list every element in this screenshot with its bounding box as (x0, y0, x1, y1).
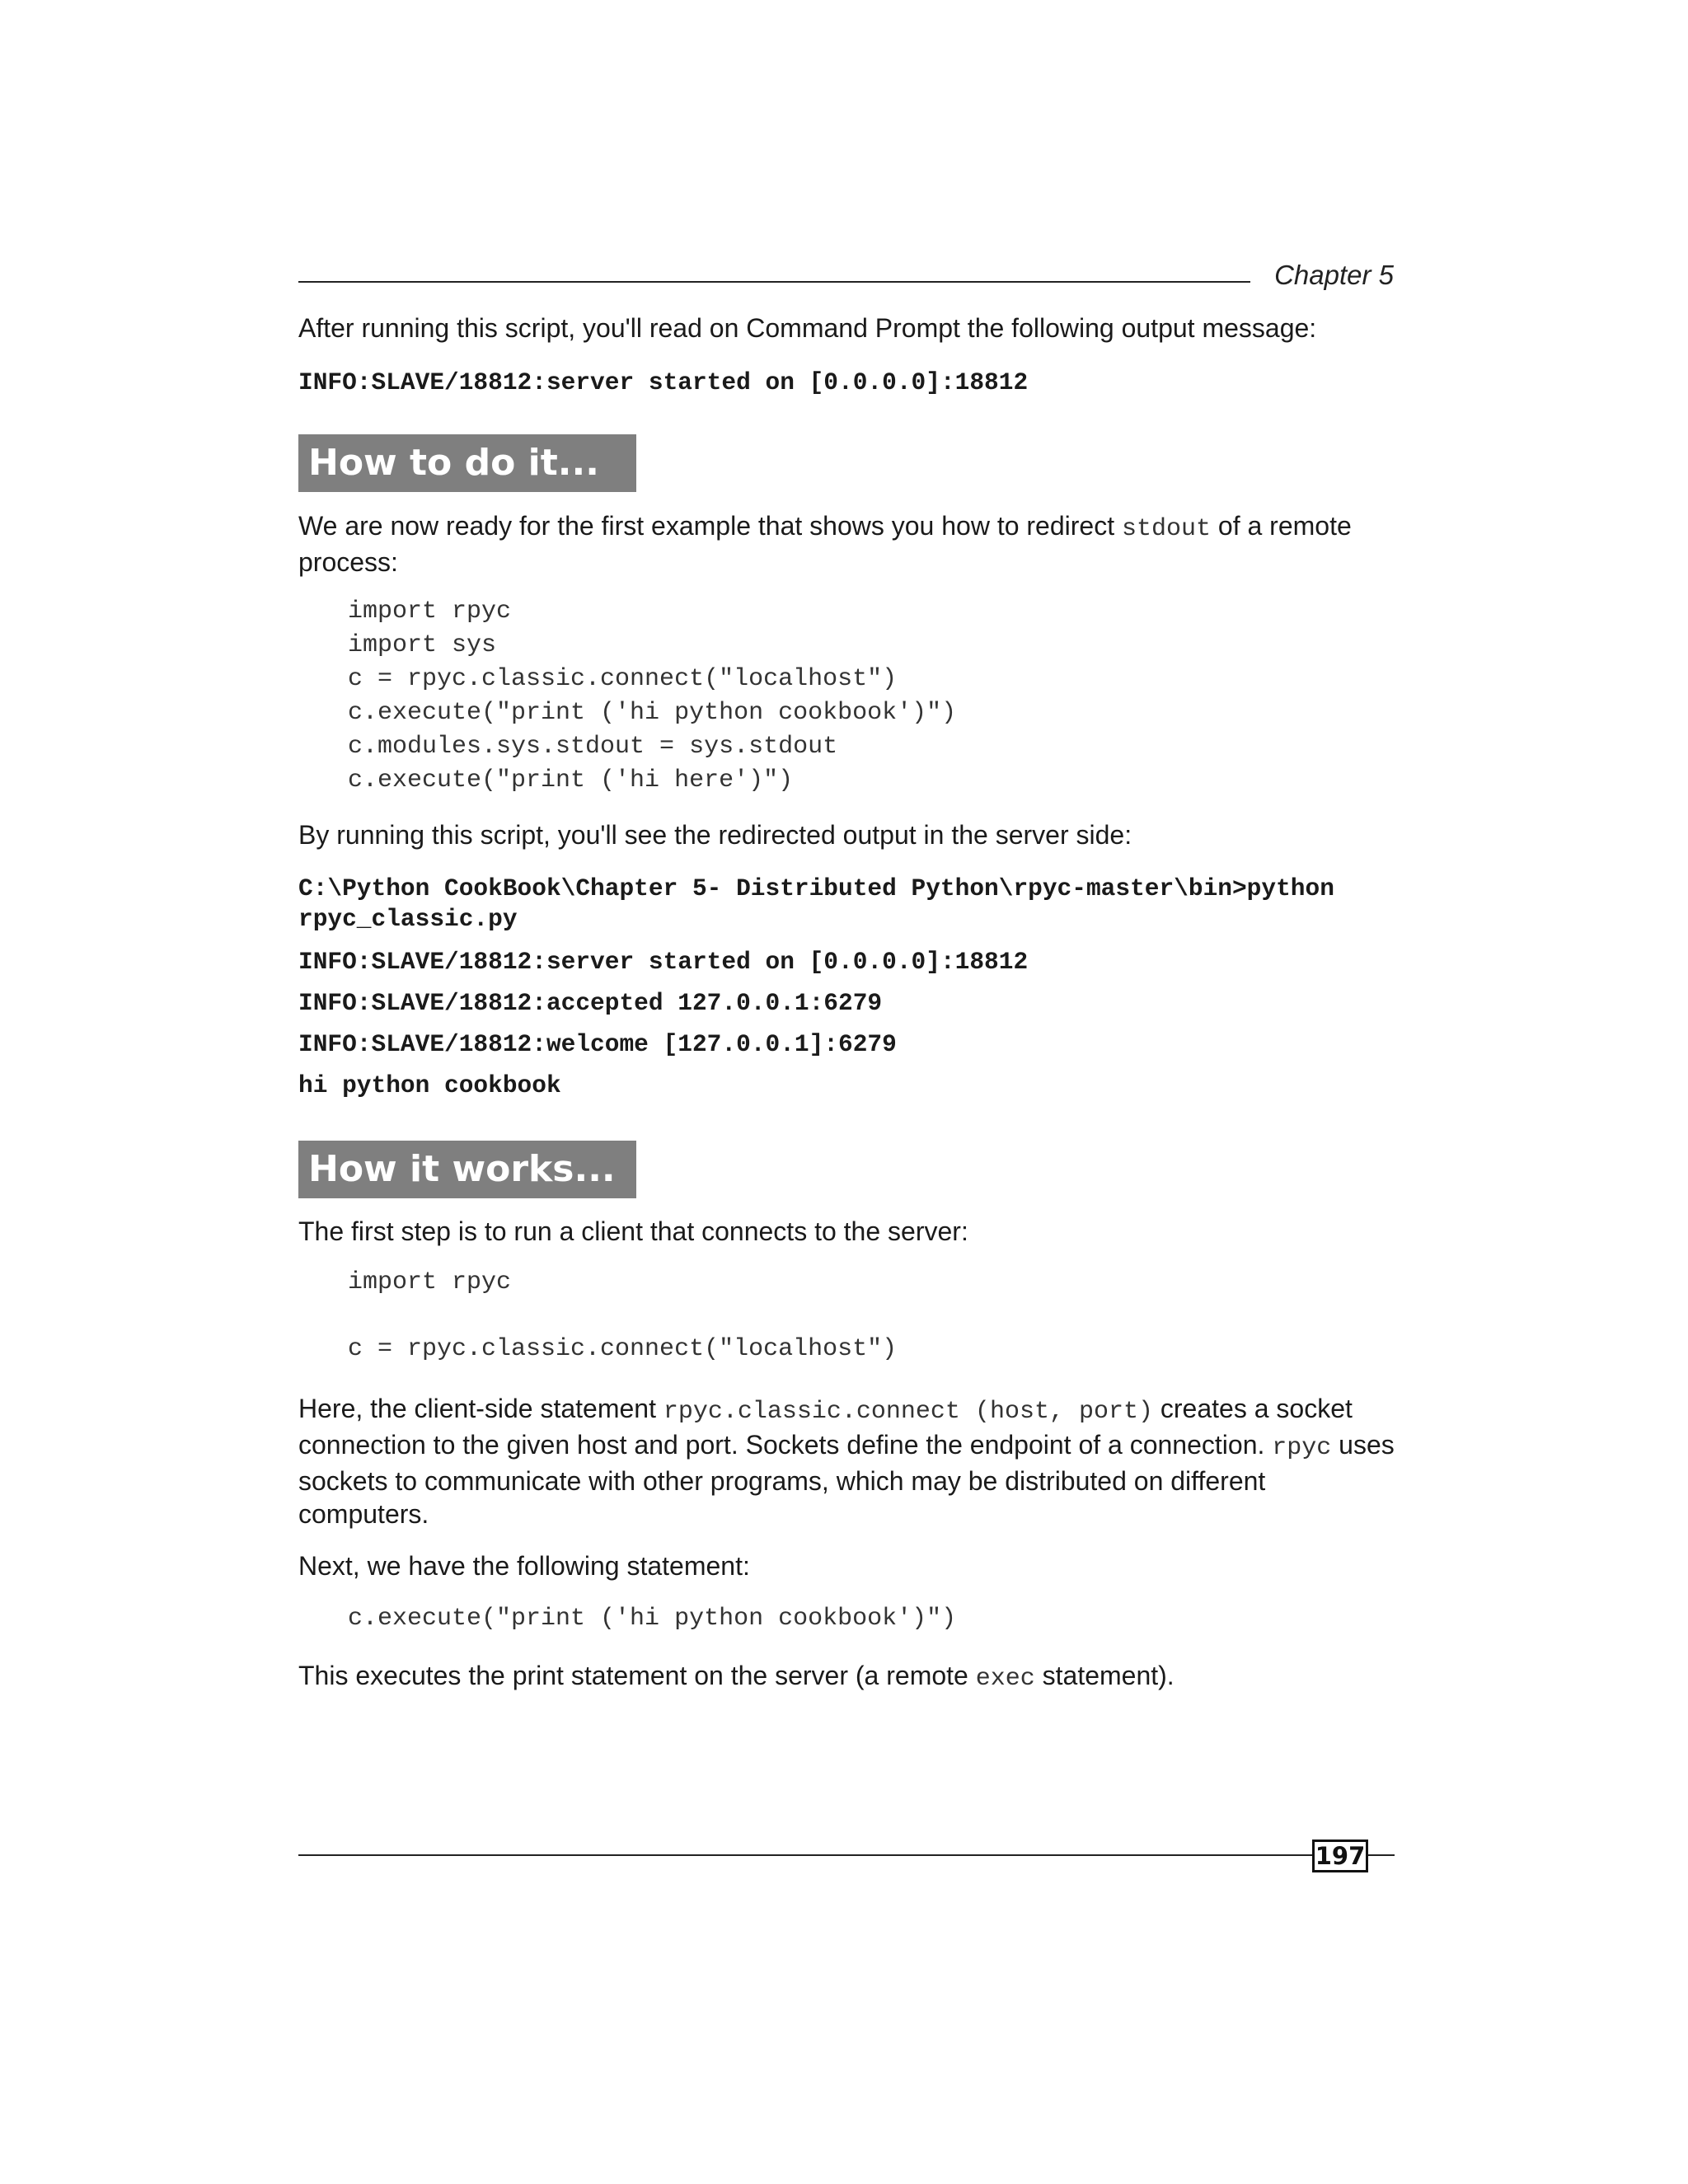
inline-code-rpyc: rpyc (1272, 1434, 1332, 1462)
code-line: c.execute("print ('hi here')") (348, 766, 794, 794)
page-number: 197 (1312, 1840, 1368, 1872)
code-line: c.modules.sys.stdout = sys.stdout (348, 733, 838, 761)
code-line: import rpyc (348, 1268, 512, 1296)
how-it-works-paragraph-1: The first step is to run a client that connects to the server: (298, 1216, 968, 1246)
server-output-line: INFO:SLAVE/18812:server started on [0.0.0.0]:18812 (298, 948, 1029, 976)
how-it-works-paragraph-4 (298, 1659, 1395, 1695)
code-line: c = rpyc.classic.connect("localhost") (348, 1335, 898, 1363)
code-line: c.execute("print ('hi python cookbook')") (348, 699, 957, 727)
redirect-output-paragraph: By running this script, you'll see the redirected output in the server side: (298, 820, 1132, 850)
code-block-execute (348, 1602, 956, 1636)
paragraph-text: uses sockets to communicate with other programs, which may be distributed on different computers. (298, 1430, 1395, 1529)
intro-paragraph: After running this script, you'll read on Command Prompt the following output message: (298, 313, 1317, 343)
how-to-paragraph (298, 509, 1395, 579)
inline-code-exec: exec (975, 1665, 1035, 1693)
section-heading-how-to-do-it: How to do it... (298, 434, 636, 492)
inline-code-stdout: stdout (1121, 515, 1212, 543)
paragraph-text: This executes the print statement on the server (a remote (298, 1661, 976, 1690)
how-it-works-paragraph-2 (298, 1392, 1395, 1530)
section-heading-how-it-works: How it works... (298, 1141, 636, 1198)
how-to-paragraph-text-b: of a remote process: (298, 511, 1352, 577)
code-block-connect (348, 1266, 897, 1366)
header-rule (298, 281, 1250, 283)
footer-rule (298, 1854, 1395, 1856)
server-output-line-command: C:\Python CookBook\Chapter 5- Distributed Python\rpyc-master\bin>python rpyc_classic.py (298, 874, 1349, 933)
server-output-line: hi python cookbook (298, 1071, 561, 1099)
how-it-works-paragraph-3: Next, we have the following statement: (298, 1551, 750, 1581)
server-output-line: INFO:SLAVE/18812:accepted 127.0.0.1:6279 (298, 989, 883, 1017)
code-block-redirect-stdout (348, 595, 956, 798)
paragraph-text: creates a socket connection to the given host and port. Sockets define the endpoint of a connection. (298, 1394, 1353, 1460)
inline-code-connect: rpyc.classic.connect (host, port) (663, 1398, 1153, 1426)
code-line-blank (348, 1300, 897, 1333)
how-to-paragraph-text-a: We are now ready for the first example that shows you how to redirect (298, 511, 1122, 541)
intro-output-line: INFO:SLAVE/18812:server started on [0.0.0.0]:18812 (298, 368, 1029, 396)
code-line: import sys (348, 631, 497, 659)
running-header-chapter: Chapter 5 (1274, 260, 1394, 290)
paragraph-text: Here, the client-side statement (298, 1394, 663, 1423)
code-line: c.execute("print ('hi python cookbook')") (348, 1605, 957, 1633)
server-output-line: INFO:SLAVE/18812:welcome [127.0.0.1]:6279 (298, 1030, 897, 1058)
paragraph-text: statement). (1034, 1661, 1175, 1690)
code-line: import rpyc (348, 598, 512, 626)
code-line: c = rpyc.classic.connect("localhost") (348, 665, 898, 693)
